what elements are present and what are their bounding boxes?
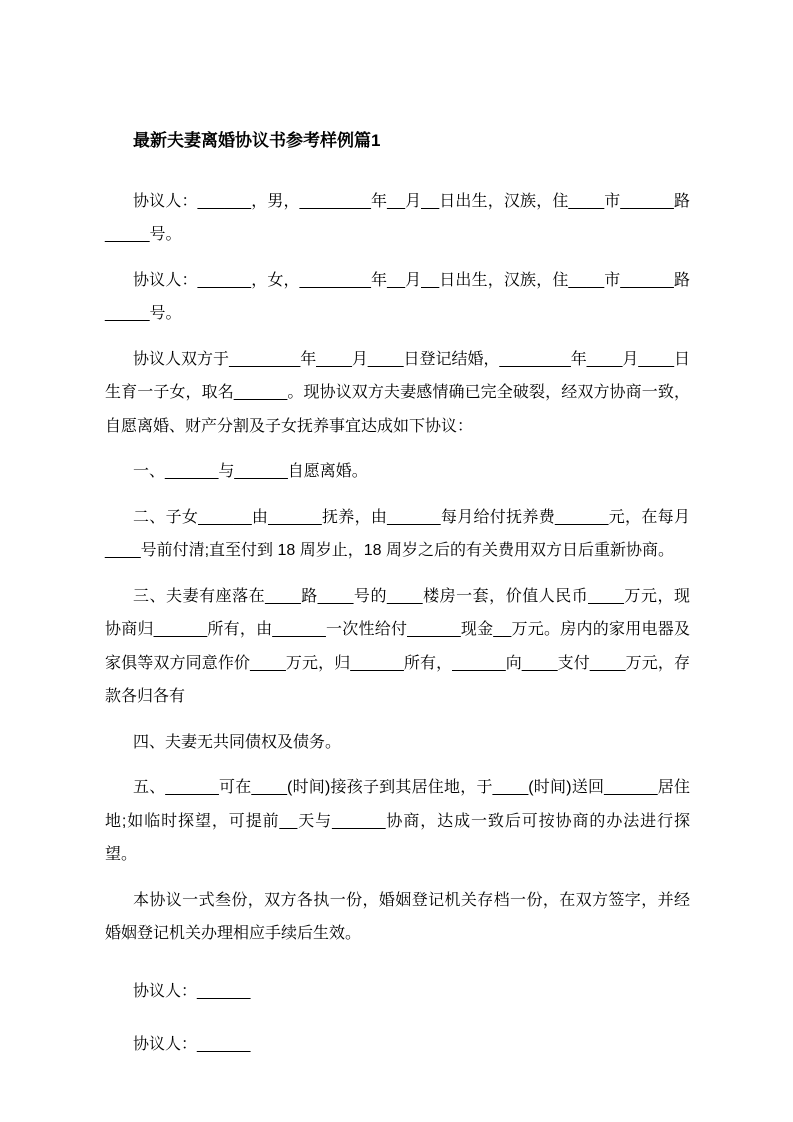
signature-line-1: 协议人：______ <box>133 982 251 1000</box>
signature-line-2: 协议人：______ <box>133 1036 251 1053</box>
clause-5-visitation: 五、______可在____(时间)接孩子到其居住地，于____(时间)送回______居住地;如临时探望，可提前__天与______协商，达成一致后可按协商的办法进行探望。 <box>105 779 690 863</box>
clause-1-divorce: 一、______与______自愿离婚。 <box>133 463 368 480</box>
clause-3-property: 三、夫妻有座落在____路____号的____楼房一套，价值人民币____万元，现协商归______所有，由______一次性给付______现金__万元。房内的家用电器及家俱等双方同意作价____万元，归______所有，______向____支付____万元，存款各归各有 <box>105 587 690 705</box>
paragraph-marriage-info: 协议人双方于________年____月____日登记结婚，________年____月____日生育一子女，取名______。现协议双方夫妻感情确已完全破裂，经双方协商一致，自愿离婚、财产分割及子女抚养事宜达成如下协议： <box>105 350 690 435</box>
paragraph-party-a: 协议人：______，男，________年__月__日出生，汉族，住____市______路_____号。 <box>105 192 690 243</box>
document-title: 最新夫妻离婚协议书参考样例篇1 <box>133 131 381 150</box>
paragraph-copies-effect: 本协议一式叁份，双方各执一份，婚姻登记机关存档一份，在双方签字，并经婚姻登记机关办理相应手续后生效。 <box>105 891 690 942</box>
clause-2-custody: 二、子女______由______抚养，由______每月给付抚养费______元，在每月____号前付清;直至付到 18 周岁止，18 周岁之后的有关费用双方日后重新协商。 <box>105 508 690 559</box>
paragraph-party-b: 协议人：______，女，________年__月__日出生，汉族，住____市______路_____号。 <box>105 271 690 322</box>
clause-4-debts: 四、夫妻无共同债权及债务。 <box>133 733 342 751</box>
